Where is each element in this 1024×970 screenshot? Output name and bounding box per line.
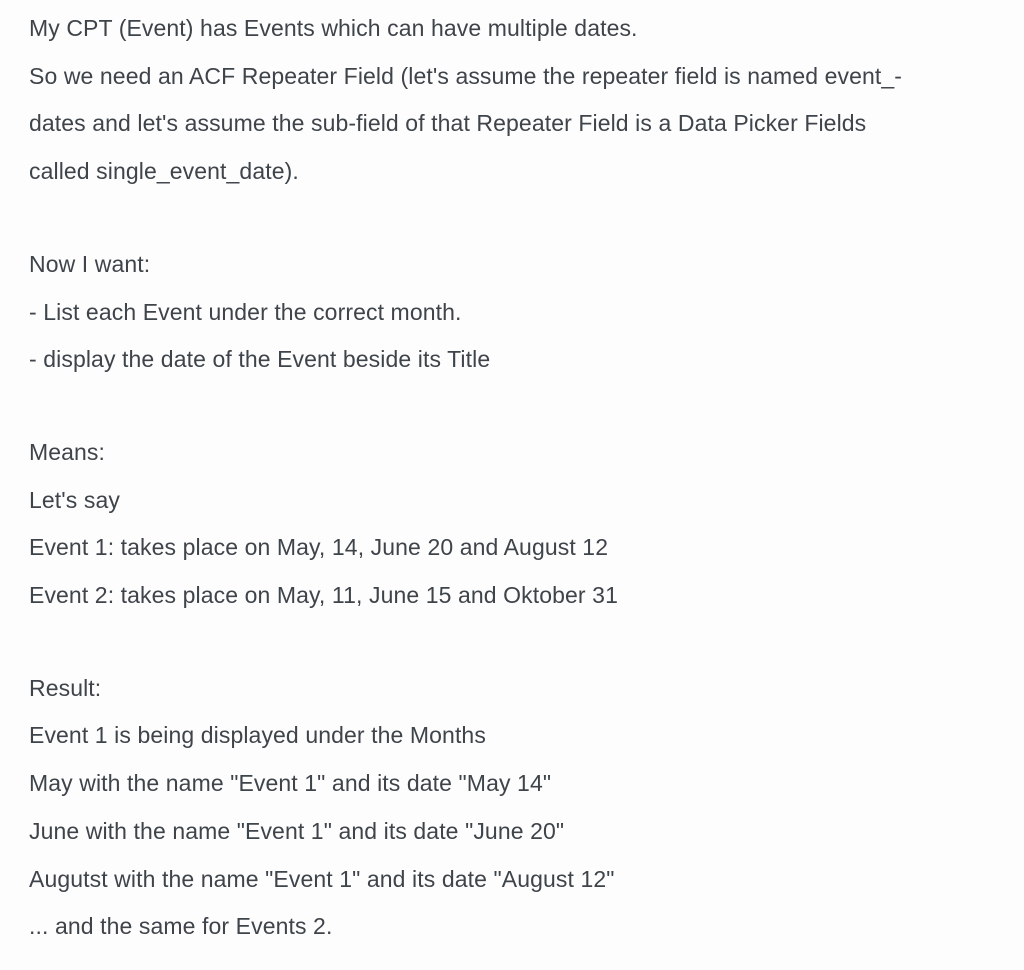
text-line: Let's say (29, 486, 120, 513)
text-line: ... and the same for Events 2. (29, 913, 333, 940)
paragraph (29, 241, 996, 384)
text-line: Now I want: (29, 250, 151, 277)
text-line: - List each Event under the correct month. (29, 298, 462, 325)
text-line: Result: (29, 674, 102, 701)
text-line: Event 1: takes place on May, 14, June 20 and August 12 (29, 534, 609, 561)
paragraph (29, 5, 996, 196)
text-line: Event 2: takes place on May, 11, June 15 and Oktober 31 (29, 582, 618, 609)
paragraph (29, 665, 996, 951)
text-line: Means: (29, 438, 106, 465)
text-line: dates and let's assume the sub-field of that Repeater Field is a Data Picker Fields (29, 110, 867, 137)
text-line: May with the name "Event 1" and its date "May 14" (29, 770, 552, 797)
text-line: Augutst with the name "Event 1" and its date "August 12" (29, 865, 615, 892)
text-line: June with the name "Event 1" and its date "June 20" (29, 817, 565, 844)
text-line: - display the date of the Event beside its Title (29, 346, 491, 373)
text-line: Event 1 is being displayed under the Months (29, 722, 486, 749)
text-line: called single_event_date). (29, 158, 299, 185)
text-line: So we need an ACF Repeater Field (let's assume the repeater field is named event_- (29, 62, 903, 89)
text-line: My CPT (Event) has Events which can have multiple dates. (29, 15, 638, 41)
paragraph (29, 429, 996, 620)
